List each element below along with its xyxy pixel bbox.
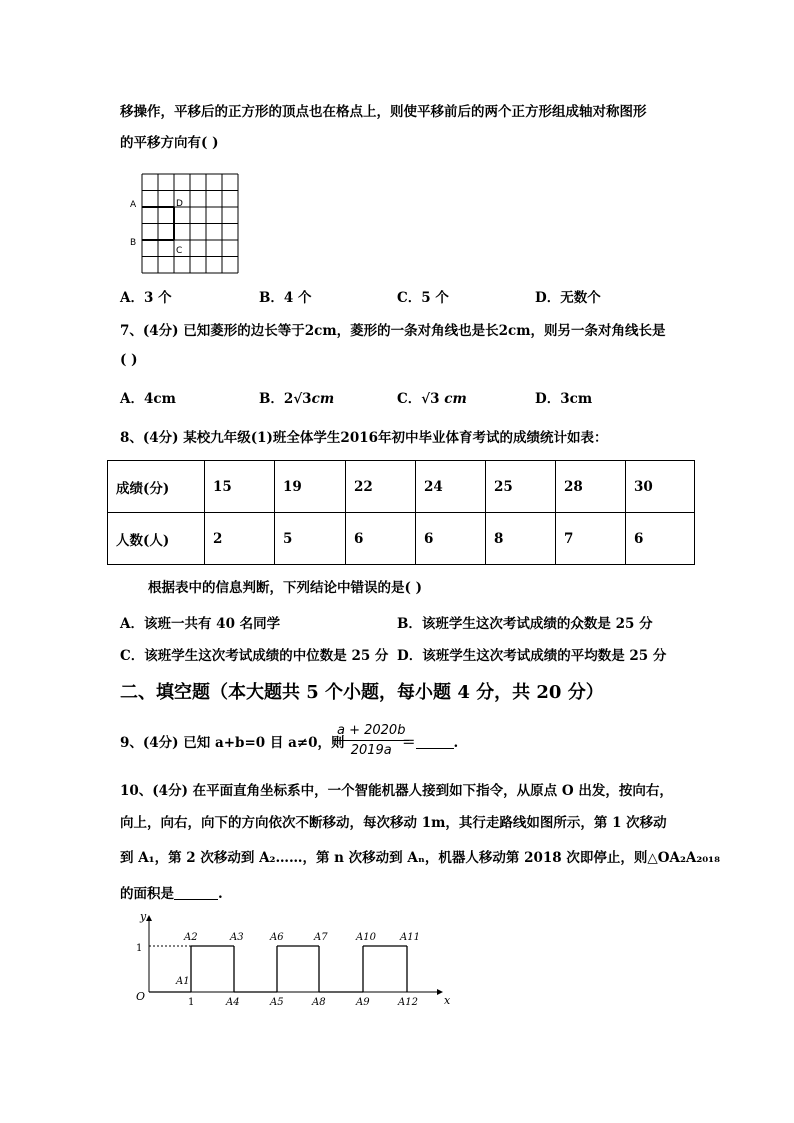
q8-option-a[interactable]: A．该班一共有 40 名同学 (120, 616, 281, 632)
q7-option-b-sqrt: √3 (293, 391, 312, 407)
q9-numerator: a + 2020b (337, 723, 406, 738)
point-label-a5: A5 (270, 997, 284, 1008)
grid-label-a: A (130, 200, 137, 210)
section-heading: 二、填空题（本大题共 5 个小题，每小题 4 分，共 20 分） (120, 682, 604, 703)
q6-option-c[interactable]: C．5 个 (397, 290, 449, 306)
q7-option-b[interactable] (259, 389, 334, 409)
table-cell: 5 (275, 513, 346, 565)
q8-option-b[interactable]: B．该班学生这次考试成绩的众数是 25 分 (397, 616, 653, 632)
table-cell: 7 (556, 513, 626, 565)
grid-label-d: D (176, 199, 183, 209)
grid-label-b: B (130, 238, 137, 248)
q7-option-c-unit: cm (444, 391, 467, 407)
q7-text-line2: ( ) (120, 352, 138, 368)
q6-grid-figure (128, 173, 248, 278)
point-label-a2: A2 (184, 932, 198, 943)
point-label-a3: A3 (230, 932, 244, 943)
point-label-a12: A12 (398, 997, 418, 1008)
table-cell: 24 (416, 461, 486, 513)
q7-option-b-label: B．2 (259, 391, 294, 407)
q9-equals: ＝ (402, 735, 416, 751)
q6-option-b[interactable]: B．4 个 (259, 290, 312, 306)
q10-robot-path-figure (120, 906, 460, 1015)
table-cell: 2 (205, 513, 275, 565)
q8-option-d[interactable]: D．该班学生这次考试成绩的平均数是 25 分 (397, 648, 667, 664)
q6-text-line2: 的平移方向有( ) (120, 135, 219, 151)
point-label-a1: A1 (176, 976, 190, 987)
table-cell: 25 (486, 461, 556, 513)
point-label-a4: A4 (226, 997, 240, 1008)
axis-label-y: y (140, 910, 147, 923)
q9-fraction (333, 723, 409, 758)
point-label-a9: A9 (356, 997, 370, 1008)
q7-text-line1: 7、(4分) 已知菱形的边长等于2cm，菱形的一条对角线也是长2cm，则另一条对角线长是 (120, 323, 666, 339)
axis-label-x: x (444, 994, 451, 1007)
q7-option-c-label: C． (397, 391, 422, 407)
q6-text-line1: 移操作，平移后的正方形的顶点也在格点上，则使平移前后的两个正方形组成轴对称图形 (120, 104, 647, 120)
table-header-count: 人数(人) (108, 513, 205, 565)
origin-label: O (136, 990, 146, 1003)
q10-text-line4 (120, 884, 223, 904)
q8-option-c[interactable]: C．该班学生这次考试成绩的中位数是 25 分 (120, 648, 389, 664)
table-header-score: 成绩(分) (108, 461, 205, 513)
q10-answer-blank[interactable] (174, 885, 218, 900)
point-label-a6: A6 (270, 932, 284, 943)
q8-text-line1: 8、(4分) 某校九年级(1)班全体学生2016年初中毕业体育考试的成绩统计如表： (120, 430, 608, 446)
table-cell: 15 (205, 461, 275, 513)
q7-option-c[interactable] (397, 389, 467, 409)
q9-answer-line (402, 733, 458, 753)
q9-end: . (453, 735, 459, 751)
q7-option-b-unit: cm (311, 391, 335, 407)
point-label-a7: A7 (314, 932, 328, 943)
q10-text-line3: 到 A₁，第 2 次移动到 A₂……，第 n 次移动到 Aₙ，机器人移动第 2018 次即停止，则△OA₂A₂₀₁₈ (120, 850, 720, 866)
q7-option-c-sqrt: √3 (421, 391, 440, 407)
q10-line4-prefix: 的面积是 (120, 886, 174, 902)
table-cell: 19 (275, 461, 346, 513)
table-cell: 30 (626, 461, 695, 513)
point-label-a8: A8 (312, 997, 326, 1008)
q10-text-line2: 向上，向右，向下的方向依次不断移动，每次移动 1m，其行走路线如图所示，第 1 次移动 (120, 815, 667, 831)
q10-line4-end: . (218, 886, 223, 902)
table-cell: 6 (416, 513, 486, 565)
table-cell: 6 (346, 513, 416, 565)
table-cell: 6 (626, 513, 695, 565)
point-label-a11: A11 (400, 932, 420, 943)
q10-text-line1: 10、(4分) 在平面直角坐标系中，一个智能机器人接到如下指令，从原点 O 出发，按向右， (120, 783, 673, 799)
table-cell: 28 (556, 461, 626, 513)
q7-option-d[interactable]: D．3cm (535, 391, 593, 407)
table-cell: 22 (346, 461, 416, 513)
q8-score-table (107, 460, 695, 565)
table-row (108, 513, 695, 565)
table-row (108, 461, 695, 513)
tick-x-1: 1 (188, 997, 195, 1008)
table-cell: 8 (486, 513, 556, 565)
tick-y-1: 1 (136, 943, 143, 954)
q6-option-d[interactable]: D．无数个 (535, 290, 601, 306)
q9-prefix: 9、(4分) 已知 a+b=0 目 a≠0，则 (120, 735, 345, 751)
point-label-a10: A10 (356, 932, 376, 943)
q6-option-a[interactable]: A．3 个 (120, 290, 172, 306)
q8-prompt: 根据表中的信息判断，下列结论中错误的是( ) (148, 580, 422, 596)
q9-fraction-bar (333, 740, 409, 741)
q7-option-a[interactable]: A．4cm (120, 391, 176, 407)
grid-label-c: C (176, 246, 183, 256)
q9-denominator: 2019a (350, 743, 392, 758)
q9-answer-blank[interactable] (416, 734, 454, 749)
